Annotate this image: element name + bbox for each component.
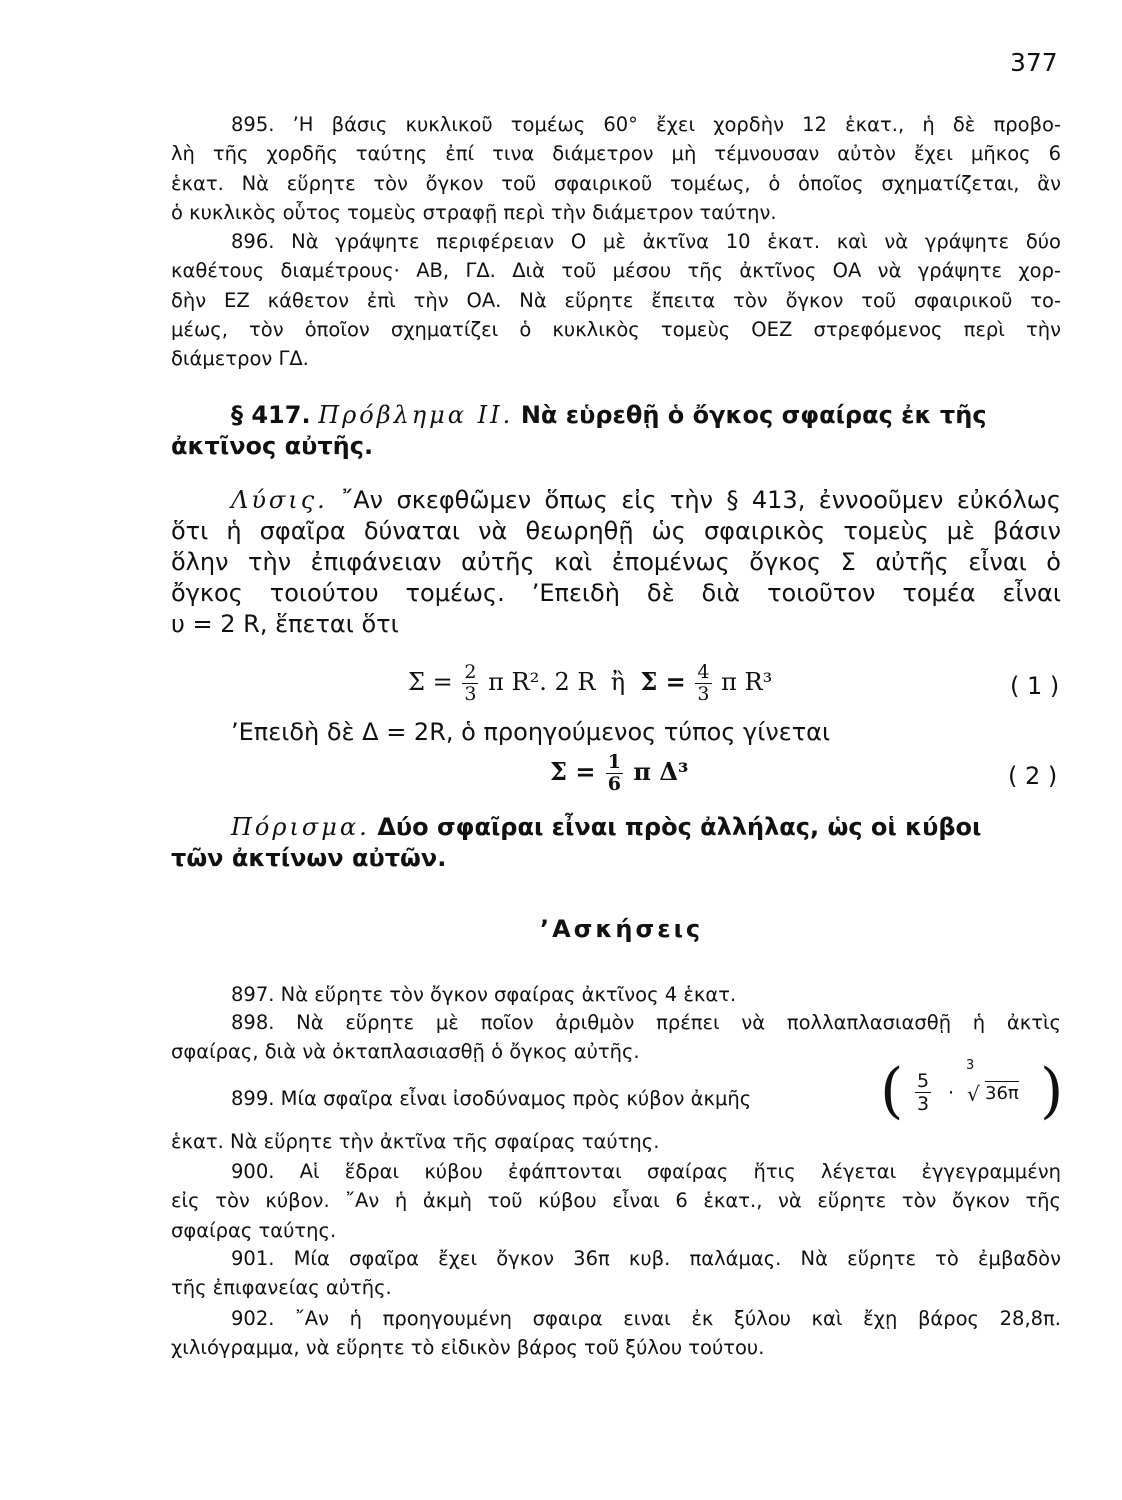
exercise-898-line-2: σφαίρας, διὰ νὰ ὀκταπλασιασθῇ ὁ ὄγκος αὐτῆς. — [171, 1040, 640, 1064]
root-body: 36π — [985, 1083, 1019, 1104]
exercise-902-line-1: 902. ῎Αν ἡ προηγουμένη σφαιρα ειναι ἐκ ξύλου καὶ ἔχῃ βάρος 28,8π. — [231, 1307, 1061, 1330]
solution-line-1: ῎Αν σκεφθῶμεν ὅπως εἰς τὴν § 413, ἐννοοῦμεν εὐκόλως — [341, 486, 1061, 514]
fraction-numerator: 4 — [697, 661, 710, 683]
exercise-900-line-2: εἰς τὸν κύβον. ῎Αν ἡ ἀκμὴ τοῦ κύβου εἶναι 6 ἑκατ., νὰ εὕρητε τὸν ὄγκον τῆς — [171, 1189, 1061, 1213]
fraction-numerator: 5 — [917, 1070, 930, 1092]
corollary-text-1: Δύο σφαῖραι εἶναι πρὸς ἀλλήλας, ὡς οἱ κύβοι — [377, 813, 982, 841]
exercise-895-line-2: λὴ τῆς χορδῆς ταύτης ἐπί τινα διάμετρον μὴ τέμνουσαν αὐτὸν ἔχει μῆκος 6 — [171, 142, 1061, 166]
exercise-896-line-5: διάμετρον ΓΔ. — [171, 347, 309, 371]
exercise-895-line-3: ἑκατ. Νὰ εὕρητε τὸν ὄγκον τοῦ σφαιρικοῦ τομέως, ὁ ὁποῖος σχηματίζεται, ἂν — [171, 171, 1061, 195]
fraction-4-3 — [695, 662, 711, 705]
exercise-900-line-1: 900. Αἱ ἕδραι κύβου ἐφάπτονται σφαίρας ἥτις λέγεται ἐγγεγραμμένη — [231, 1160, 1061, 1183]
solution-paragraph — [171, 485, 1061, 640]
section-label: Πρόβλημα ΙΙ. — [318, 401, 514, 429]
fraction-denominator: 3 — [917, 1093, 930, 1115]
solution-line-2: ὅτι ἡ σφαῖρα δύναται νὰ θεωρηθῇ ὡς σφαιρικὸς τομεὺς μὲ βάσιν — [171, 517, 1061, 545]
equation-tag-2: ( 2 ) — [1008, 762, 1058, 790]
exercise-895-line-4: ὁ κυκλικὸς οὗτος τομεὺς στραφῇ περὶ τὴν διάμετρον ταύτην. — [171, 200, 777, 224]
solution-line-5: υ = 2 R, ἕπεται ὅτι — [171, 610, 399, 638]
exercise-902-line-2: χιλιόγραμμα, νὰ εὕρητε τὸ εἰδικὸν βάρος τοῦ ξύλου τούτου. — [171, 1336, 765, 1360]
exercise-896-line-4: μέως, τὸν ὁποῖον σχηματίζει ὁ κυκλικὸς τομεὺς ΟΕΖ στρεφόμενος περὶ τὴν — [171, 317, 1061, 341]
formula-1-lhs: Σ = — [408, 668, 453, 696]
right-parenthesis: ) — [1040, 1056, 1064, 1126]
exercise-896 — [171, 227, 1061, 373]
fraction-denominator: 6 — [607, 773, 622, 795]
exercise-900 — [171, 1157, 1061, 1245]
exercise-902 — [171, 1304, 1061, 1363]
solution-label: Λύσις. — [231, 486, 328, 514]
fraction-denominator: 3 — [464, 683, 477, 705]
corollary-text-2: τῶν ἀκτίνων αὐτῶν. — [171, 844, 447, 872]
section-heading — [171, 400, 1061, 462]
corollary-label: Πόρισμα. — [231, 813, 370, 841]
formula-2 — [550, 752, 688, 795]
fraction-1-6 — [606, 752, 623, 795]
section-title-part-1: Νὰ εὑρεθῇ ὁ ὄγκος σφαίρας ἐκ τῆς — [520, 401, 987, 429]
solution-line-3: ὅλην τὴν ἐπιφάνειαν αὐτῆς καὶ ἐπομένως ὄγκος Σ αὐτῆς εἶναι ὁ — [171, 548, 1061, 576]
exercise-898 — [171, 1008, 1061, 1067]
section-title-part-2: ἀκτῖνος αὐτῆς. — [171, 432, 374, 460]
fraction-numerator: 2 — [464, 661, 477, 683]
formula-1-lhs-2: Σ = — [640, 667, 686, 696]
exercise-896-line-3: δὴν ΕΖ κάθετον ἐπὶ τὴν ΟΑ. Νὰ εὕρητε ἔπειτα τὸν ὄγκον τοῦ σφαιρικοῦ το- — [171, 288, 1061, 312]
formula-1-middle: π R². 2 R — [488, 668, 596, 696]
exercise-899-line-2: ἑκατ. Νὰ εὕρητε τὴν ἀκτῖνα τῆς σφαίρας ταύτης. — [171, 1130, 660, 1153]
equation-tag-1: ( 1 ) — [1010, 672, 1060, 700]
exercise-901-line-2: τῆς ἐπιφανείας αὐτῆς. — [171, 1276, 392, 1300]
solution-line-4: ὄγκος τοιούτου τομέως. ’Επειδὴ δὲ διὰ τοιοῦτον τομέα εἶναι — [171, 579, 1061, 607]
exercise-901 — [171, 1244, 1061, 1303]
formula-1-or: ἢ — [610, 668, 626, 696]
fraction-denominator: 3 — [697, 683, 710, 705]
formula-2-end: π Δ³ — [633, 757, 689, 786]
exercise-900-line-3: σφαίρας ταύτης. — [171, 1218, 337, 1242]
formula-2-lhs: Σ = — [550, 757, 596, 786]
page-number: 377 — [1010, 48, 1058, 77]
exercise-896-line-2: καθέτους διαμέτρους· ΑΒ, ΓΔ. Διὰ τοῦ μέσου τῆς ἀκτῖνος ΟΑ νὰ γράψητε χορ- — [171, 259, 1061, 283]
exercises-title: ’Ασκήσεις — [540, 915, 704, 943]
left-parenthesis: ( — [880, 1056, 904, 1126]
exercise-901-line-1: 901. Μία σφαῖρα ἔχει ὄγκον 36π κυβ. παλάμας. Νὰ εὕρητε τὸ ἐμβαδὸν — [231, 1247, 1061, 1270]
fraction-numerator: 1 — [607, 751, 622, 773]
exercise-897: 897. Νὰ εὕρητε τὸν ὄγκον σφαίρας ἀκτῖνος 4 ἑκατ. — [231, 983, 737, 1006]
fraction-5-3 — [915, 1070, 931, 1115]
corollary — [171, 812, 1061, 874]
exercise-895-line-1: 895. ’Η βάσις κυκλικοῦ τομέως 60° ἔχει χορδὴν 12 ἑκατ., ἡ δὲ προβο- — [231, 113, 1061, 136]
section-number: § 417. — [231, 401, 311, 429]
exercise-895 — [171, 110, 1061, 227]
exercise-898-line-1: 898. Νὰ εὕρητε μὲ ποῖον ἀριθμὸν πρέπει νὰ πολλαπλασιασθῇ ἡ ἀκτὶς — [231, 1011, 1061, 1034]
fraction-2-3 — [462, 662, 478, 705]
formula-1-end: π R³ — [721, 668, 773, 696]
formula-1 — [408, 662, 772, 705]
radical-sign: √ — [967, 1082, 980, 1106]
multiply-dot: · — [948, 1082, 955, 1104]
exercise-899-line-1: 899. Μία σφαῖρα εἶναι ἰσοδύναμος πρὸς κύβον ἀκμῆς — [231, 1087, 752, 1110]
since-line: ’Επειδὴ δὲ Δ = 2R, ὁ προηγούμενος τύπος γίνεται — [231, 718, 831, 746]
exercise-896-line-1: 896. Νὰ γράψητε περιφέρειαν Ο μὲ ἀκτῖνα 10 ἑκατ. καὶ νὰ γράψητε δύο — [231, 230, 1061, 253]
root-index: 3 — [966, 1058, 975, 1073]
